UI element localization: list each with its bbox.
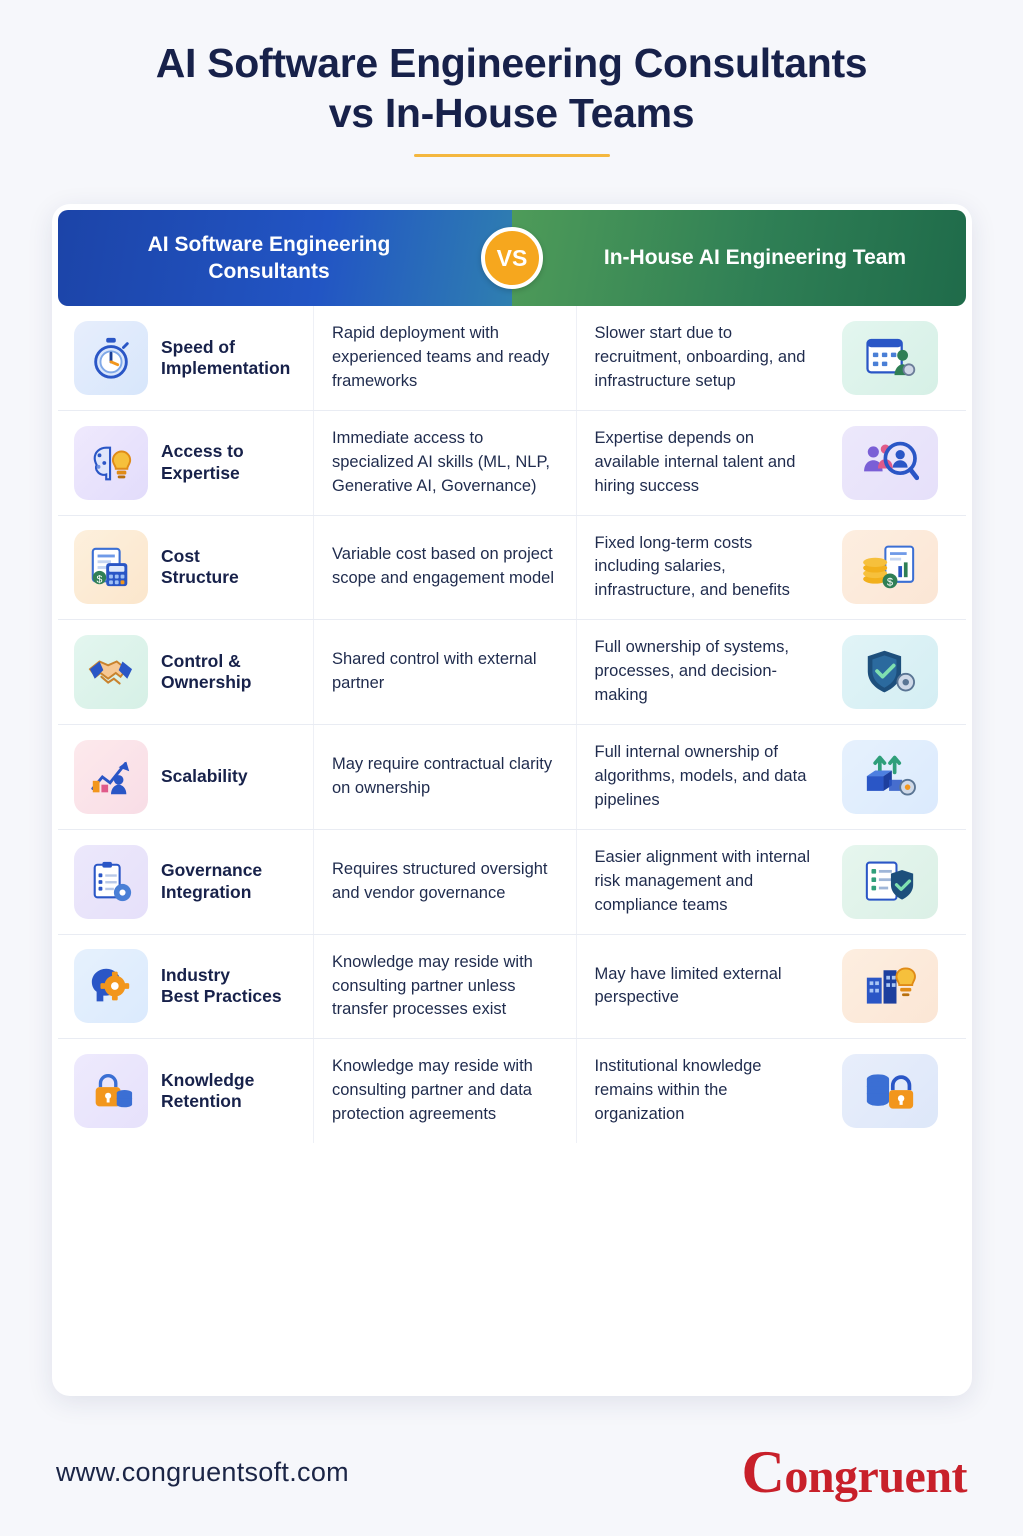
- row-label: [161, 337, 290, 380]
- table-row: [58, 725, 966, 830]
- row-label: [161, 441, 244, 484]
- table-row: [58, 306, 966, 411]
- row-right-icon-cell: [828, 516, 966, 620]
- row-label-cell: [58, 830, 314, 934]
- svg-text:$: $: [886, 576, 894, 589]
- row-label-sub: Integration: [161, 881, 252, 902]
- table-row: [58, 411, 966, 516]
- vs-badge: VS: [481, 227, 543, 289]
- row-label-main: Knowledge: [161, 1069, 255, 1090]
- consultants-text: Requires structured oversight and vendor governance: [314, 830, 577, 934]
- table-row: [58, 935, 966, 1040]
- inhouse-text: Slower start due to recruitment, onboarding, and infrastructure setup: [594, 324, 806, 390]
- page-title-line1: AI Software Engineering Consultants: [155, 40, 868, 86]
- consultants-text: Shared control with external partner: [314, 620, 577, 724]
- page-title: [60, 38, 963, 138]
- row-label-cell: [58, 411, 314, 515]
- shield-check-gear-icon: [842, 635, 938, 709]
- coins-document-icon: [842, 530, 938, 604]
- row-right-icon-cell: [828, 1039, 966, 1143]
- row-label-sub: Implementation: [161, 357, 291, 378]
- title-divider: [414, 154, 610, 157]
- row-label-cell: [58, 620, 314, 724]
- table-row: [58, 516, 966, 621]
- row-label-main: Scalability: [161, 766, 248, 787]
- inhouse-text: Expertise depends on available internal talent and hiring success: [594, 428, 796, 495]
- svg-text:$: $: [96, 573, 103, 586]
- checklist-shield-icon: [842, 845, 938, 919]
- header-consultants: [58, 210, 512, 306]
- table-row: [58, 1039, 966, 1143]
- handshake-icon: [74, 635, 148, 709]
- row-right-icon-cell: [828, 830, 966, 934]
- row-label: [161, 965, 282, 1008]
- brain-bulb-icon: [74, 426, 148, 500]
- consultants-text: Variable cost based on project scope and engagement model: [314, 516, 577, 620]
- comparison-table-card: [52, 204, 972, 1396]
- brand-initial: C: [741, 1438, 785, 1505]
- row-label-cell: [58, 935, 314, 1039]
- table-header: [58, 210, 966, 306]
- header-inhouse-label: In-House AI Engineering Team: [603, 246, 907, 270]
- table-rows: [52, 306, 972, 1151]
- row-right-icon-cell: [828, 411, 966, 515]
- row-label: [161, 860, 262, 903]
- row-label: [161, 766, 248, 787]
- stopwatch-icon: [74, 321, 148, 395]
- head-gear-icon: [74, 949, 148, 1023]
- city-bulb-icon: [842, 949, 938, 1023]
- row-label: [161, 651, 251, 694]
- inhouse-text: Easier alignment with internal risk management and compliance teams: [594, 847, 811, 914]
- row-label-main: Control &: [161, 650, 241, 671]
- header-consultants-label: AI Software Engineering Consultants: [147, 232, 391, 283]
- row-label: [161, 546, 239, 589]
- consultants-text: Knowledge may reside with consulting partner unless transfer processes exist: [314, 935, 577, 1039]
- row-right-icon-cell: [828, 306, 966, 410]
- row-label-main: Governance: [161, 860, 263, 881]
- growth-chart-person-icon: [74, 740, 148, 814]
- row-right-icon-cell: [828, 935, 966, 1039]
- row-label-main: Speed of: [161, 336, 235, 357]
- invoice-calculator-icon: [74, 530, 148, 604]
- row-label-cell: [58, 1039, 314, 1143]
- row-label-sub: Best Practices: [161, 986, 282, 1007]
- consultants-text: Knowledge may reside with consulting partner and data protection agreements: [314, 1039, 577, 1143]
- boxes-arrows-gear-icon: [842, 740, 938, 814]
- table-row: [58, 620, 966, 725]
- inhouse-text: Full internal ownership of algorithms, models, and data pipelines: [594, 743, 807, 809]
- row-label-sub: Structure: [161, 567, 239, 588]
- inhouse-text: Fixed long-term costs including salaries, infrastructure, and benefits: [594, 533, 790, 600]
- calendar-person-icon: [842, 321, 938, 395]
- consultants-text: Immediate access to specialized AI skills (ML, NLP, Generative AI, Governance): [314, 411, 577, 515]
- website-url[interactable]: www.congruentsoft.com: [56, 1456, 349, 1487]
- clipboard-gear-icon: [74, 845, 148, 919]
- row-label-sub: Expertise: [161, 462, 240, 483]
- row-label-main: Cost: [161, 546, 200, 567]
- page-title-block: [0, 0, 1023, 157]
- row-label-main: Access to: [161, 441, 244, 462]
- row-right-icon-cell: [828, 620, 966, 724]
- brand-logo: [741, 1438, 967, 1507]
- footer: [0, 1408, 1023, 1536]
- consultants-text: May require contractual clarity on ownership: [314, 725, 577, 829]
- inhouse-text: Institutional knowledge remains within the organization: [594, 1057, 762, 1124]
- inhouse-text: May have limited external perspective: [594, 964, 782, 1007]
- row-label-cell: [58, 725, 314, 829]
- page-title-line2: vs In-House Teams: [328, 90, 695, 137]
- row-label-sub: Ownership: [161, 672, 252, 693]
- row-label-main: Industry: [161, 965, 231, 986]
- database-lock-icon: [842, 1054, 938, 1128]
- row-label-sub: Retention: [161, 1091, 242, 1112]
- header-inhouse: [512, 210, 966, 306]
- row-right-icon-cell: [828, 725, 966, 829]
- row-label-cell: [58, 306, 314, 410]
- people-search-icon: [842, 426, 938, 500]
- brand-name: ongruent: [784, 1449, 967, 1503]
- consultants-text: Rapid deployment with experienced teams and ready frameworks: [314, 306, 577, 410]
- row-label: [161, 1070, 254, 1113]
- inhouse-text: Full ownership of systems, processes, and decision-making: [594, 638, 789, 705]
- table-row: [58, 830, 966, 935]
- lock-database-icon: [74, 1054, 148, 1128]
- row-label-cell: [58, 516, 314, 620]
